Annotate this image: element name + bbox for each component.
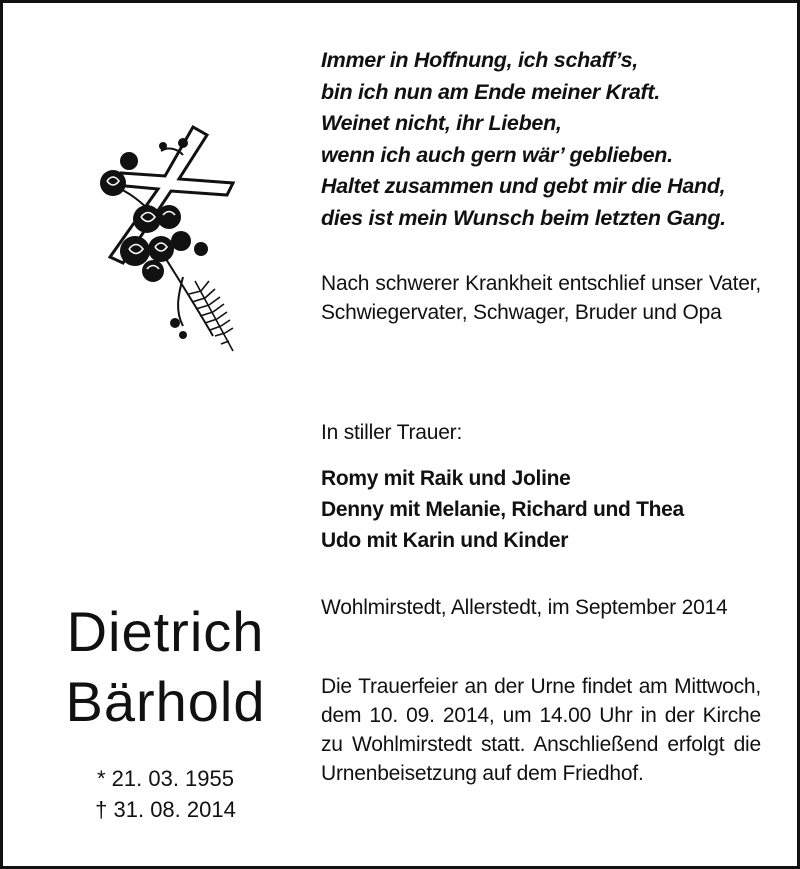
death-announcement: Nach schwerer Krankheit entschlief unser Vater, Schwiegervater, Schwager, Bruder und Opa [321,272,761,324]
place-and-date: Wohlmirstedt, Allerstedt, im September 2014 [321,596,728,619]
birth-date: * 21. 03. 1955 [96,766,234,791]
family-list [321,463,771,556]
deceased-name [33,597,298,737]
funeral-details: Die Trauerfeier an der Urne findet am Mittwoch, dem 10. 09. 2014, um 14.00 Uhr in der Kirche zu Wohlmirstedt statt. Anschließend erfolgt die Urnenbeisetzung auf dem Friedhof. [321,675,761,785]
poem-line: bin ich nun am Ende meiner Kraft. [321,79,660,104]
family-member: Udo mit Karin und Kinder [321,529,569,552]
life-dates [33,763,298,825]
family-member: Denny mit Melanie, Richard und Thea [321,498,684,521]
deceased-first-name: Dietrich [66,600,265,663]
poem-line: Haltet zusammen und gebt mir die Hand, [321,174,726,198]
family-member: Romy mit Raik und Joline [321,467,571,490]
poem [321,45,771,234]
deceased-last-name: Bärhold [65,670,266,733]
poem-line: Immer in Hoffnung, ich schaff’s, [321,48,638,72]
mourning-label: In stiller Trauer: [321,421,463,444]
death-date: † 31. 08. 2014 [95,797,236,822]
poem-line: dies ist mein Wunsch beim letzten Gang. [321,205,726,230]
cross-with-roses-icon [83,121,253,356]
poem-line: Weinet nicht, ihr Lieben, [321,111,562,135]
poem-line: wenn ich auch gern wär’ geblieben. [321,142,673,167]
